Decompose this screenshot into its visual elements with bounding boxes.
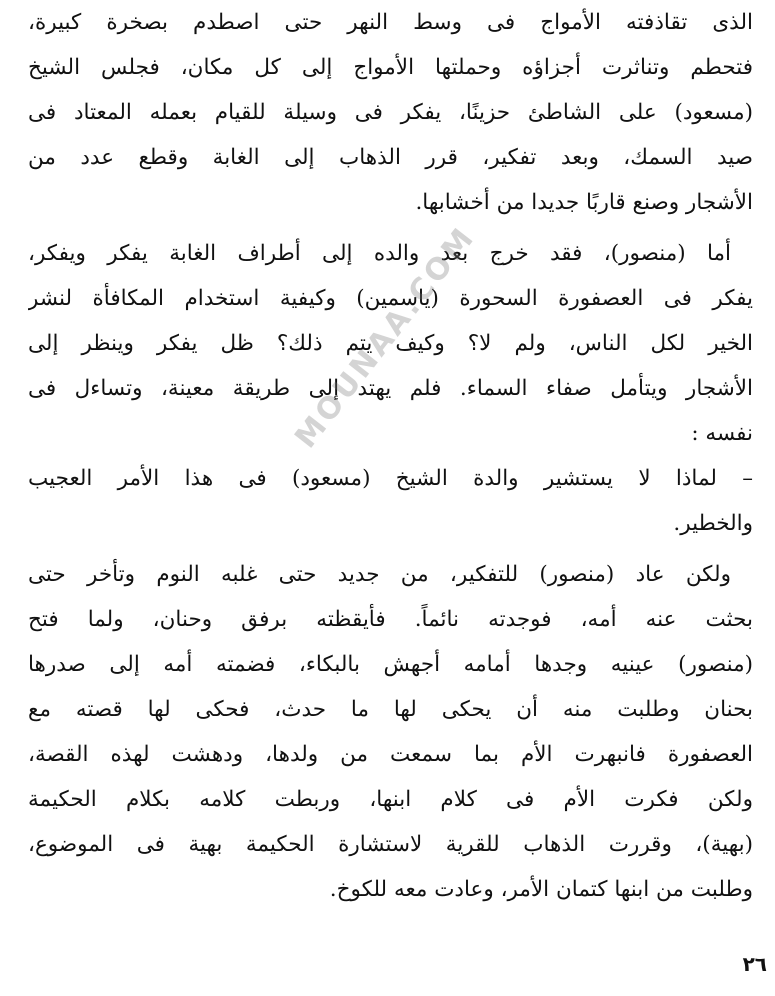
text-line: نفسه :	[691, 421, 753, 446]
document-page	[28, 0, 753, 996]
paragraph-1	[28, 0, 753, 225]
text-line: والخطير.	[673, 511, 753, 536]
text-line: أما (منصور)، فقد خرج بعد والده إلى أطراف الغابة يفكر ويفكر،	[28, 241, 731, 266]
text-line: يفكر فى العصفورة السحورة (ياسمين) وكيفية استخدام المكافأة لنشر	[28, 286, 753, 311]
text-line: الأشجار وصنع قاربًا جديدا من أخشابها.	[415, 190, 753, 215]
paragraph-2	[28, 231, 753, 456]
text-line: الأشجار ويتأمل صفاء السماء. فلم يهتد إلى طريقة معينة، وتساءل فى	[28, 376, 753, 401]
text-line: (بهية)، وقررت الذهاب للقرية لاستشارة الحكيمة بهية فى الموضوع،	[28, 832, 753, 857]
text-line: وطلبت من ابنها كتمان الأمر، وعادت معه للكوخ.	[329, 877, 753, 902]
text-line: الخير لكل الناس، ولم لا؟ وكيف يتم ذلك؟ ظل يفكر وينظر إلى	[28, 331, 753, 356]
paragraph-4	[28, 552, 753, 912]
paragraph-3	[28, 456, 753, 546]
text-line: بحنان وطلبت منه أن يحكى لها ما حدث، فحكى لها قصته مع	[28, 697, 753, 722]
text-line: (منصور) عينيه وجدها أمامه أجهش بالبكاء، فضمته أمه إلى صدرها	[28, 652, 753, 677]
text-line: العصفورة فانبهرت الأم بما سمعت من ولدها، ودهشت لهذه القصة،	[28, 742, 753, 767]
page-number: ٢٦	[742, 952, 767, 976]
text-line: – لماذا لا يستشير والدة الشيخ (مسعود) فى هذا الأمر العجيب	[28, 466, 753, 491]
text-line: ولكن عاد (منصور) للتفكير، من جديد حتى غلبه النوم وتأخر حتى	[28, 562, 731, 587]
text-line: بحثت عنه أمه، فوجدته نائماً. فأيقظته برفق وحنان، ولما فتح	[28, 607, 753, 632]
text-line: (مسعود) على الشاطئ حزينًا، يفكر فى وسيلة للقيام بعمله المعتاد فى	[28, 100, 753, 125]
text-line: الذى تقاذفته الأمواج فى وسط النهر حتى اصطدم بصخرة كبيرة،	[28, 10, 753, 35]
text-line: ولكن فكرت الأم فى كلام ابنها، وربطت كلامه بكلام الحكيمة	[28, 787, 753, 812]
text-line: فتحطم وتناثرت أجزاؤه وحملتها الأمواج إلى كل مكان، فجلس الشيخ	[28, 55, 753, 80]
text-line: صيد السمك، وبعد تفكير، قرر الذهاب إلى الغابة وقطع عدد من	[28, 145, 753, 170]
watermark: MOUNAA.COM	[288, 220, 483, 455]
